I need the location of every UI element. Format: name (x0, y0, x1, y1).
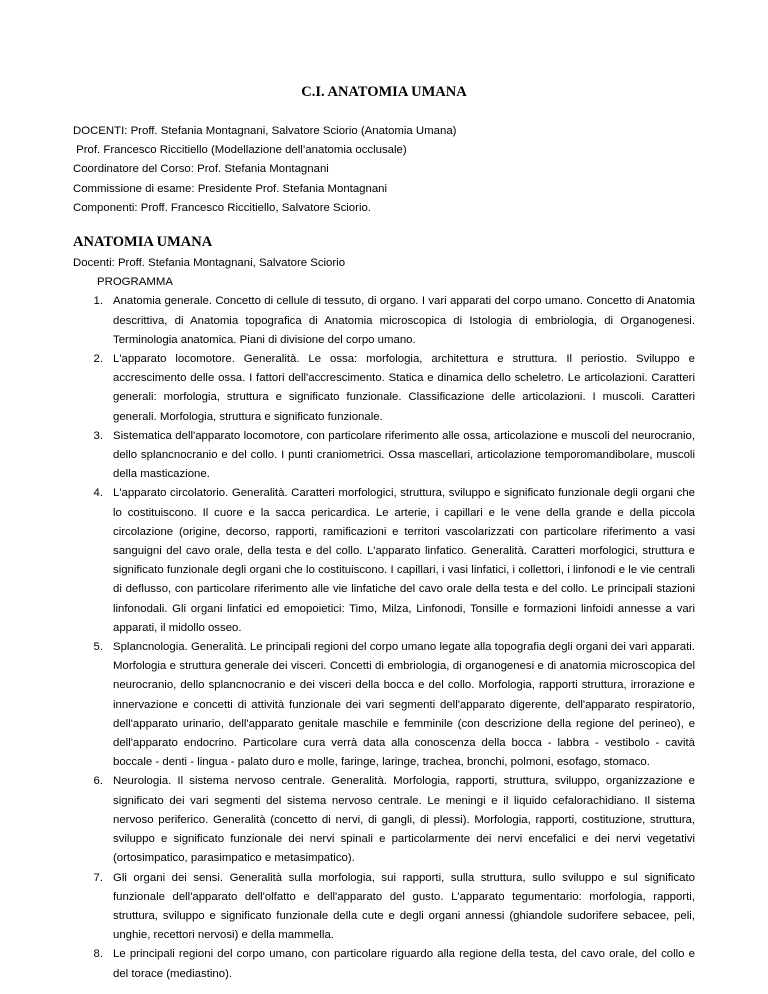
section-body (73, 254, 695, 984)
item-text: Sistematica dell'apparato locomotore, con particolare riferimento alle ossa, articolazione e muscoli del neurocranio, dello splancnocranio e del collo. I punti craniometrici. Ossa mascellari, articolazione temporomandibolare, muscoli della masticazione. (113, 429, 695, 481)
section-docenti: Docenti: Proff. Stefania Montagnani, Salvatore Sciorio (73, 257, 346, 269)
info-line-riccitiello: Prof. Francesco Riccitiello (Modellazione dell’anatomia occlusale) (73, 144, 407, 157)
course-info (73, 122, 713, 218)
item-text: Anatomia generale. Concetto di cellule di tessuto, di organo. I vari apparati del corpo umano. Concetto di Anatomia descrittiva, di Anatomia topografica di Anatomia microscopica di Istologia di embriologia, di Organogenesi. Terminologia anatomica. Piani di divisione del corpo umano. (113, 295, 695, 346)
program-list (73, 292, 695, 983)
item-number: 7. (93, 871, 103, 884)
program-item (93, 350, 695, 427)
program-item (93, 772, 695, 868)
program-item (93, 292, 695, 350)
program-item (93, 638, 695, 772)
section-title: ANATOMIA UMANA (73, 234, 213, 250)
item-text: Le principali regioni del corpo umano, con particolare riguardo alla regione della testa, del cavo orale, del collo e del torace (mediastino). (113, 948, 695, 980)
item-number: 1. (93, 295, 103, 308)
item-text: Splancnologia. Generalità. Le principali regioni del corpo umano legate alla topografia degli organi dei vari apparati. Morfologia e struttura generale dei visceri. Concetti di embriologia, di organogenesi e di anatomia microscopica del neurocranio, dello splancnocranio e dei visceri della bocca e del collo. Morfologia, rapporti struttura, irrorazione e innervazione e concetti di attività funzionale dei vari segmenti dell'apparato digerente, dell'apparato respiratorio, dell'apparato urinario, dell'apparato genitale maschile e femminile (con descrizione della regione del perineo), e dell'apparato endocrino. Particolare cura verrà data alla conoscenza della bocca - labbra - vestibolo - cavità boccale - denti - lingua - palato duro e molle, faringe, laringe, trachea, bronchi, polmoni, esofago, stomaco. (113, 641, 695, 769)
item-number: 5. (93, 641, 103, 654)
item-text: Gli organi dei sensi. Generalità sulla morfologia, sui rapporti, sulla struttura, sullo sviluppo e sul significato funzionale dell'apparato dell'olfatto e dell'apparato del gusto. L'apparato tegumentario: morfologia, rapporti, struttura, sviluppo e significato funzionale della cute e degli organi annessi (ghiandole sudorifere sebacee, peli, unghie, recettori nervosi) e della mammella. (113, 871, 695, 942)
document-title: C.I. ANATOMIA UMANA (301, 84, 467, 100)
item-text: L'apparato locomotore. Generalità. Le ossa: morfologia, architettura e struttura. Il periostio. Sviluppo e accrescimento delle ossa. I fattori dell'accrescimento. Statica e dinamica dello scheletro. Le articolazioni. Caratteri generali: morfologia, struttura e significato funzionale. Classificazione delle articolazioni. I muscoli. Caratteri generali. Morfologia, struttura e significato funzionale. (113, 353, 695, 423)
program-block (73, 273, 695, 292)
info-line-coordinatore: Coordinatore del Corso: Prof. Stefania Montagnani (73, 163, 329, 176)
program-item (93, 945, 695, 983)
program-item (93, 427, 695, 485)
info-line-commissione: Commissione di esame: Presidente Prof. Stefania Montagnani (73, 182, 388, 195)
item-number: 4. (93, 487, 103, 500)
info-line-componenti: Componenti: Proff. Francesco Riccitiello, Salvatore Sciorio. (73, 201, 371, 214)
program-item (93, 869, 695, 946)
item-number: 3. (93, 429, 103, 442)
item-number: 2. (93, 353, 103, 366)
item-text: Neurologia. Il sistema nervoso centrale. Generalità. Morfologia, rapporti, struttura, sviluppo, organizzazione e significato dei vari segmenti del sistema nervoso centrale. Le meningi e il liquido cefalorachidiano. Il sistema nervoso periferico. Generalità (concetto di nervi, di gangli, di plessi). Morfologia, rapporti, costituzione, struttura, sviluppo e significato funzionale dei nervi spinali e particolarmente dei nervi encefalici e dei nervi vegetativi (ortosimpatico, parasimpatico e metasimpatico). (113, 775, 695, 865)
item-text: L'apparato circolatorio. Generalità. Caratteri morfologici, struttura, sviluppo e significato funzionale degli organi che lo costituiscono. Il cuore e la sacca pericardica. Le arterie, i capillari e le vene della grande e della piccola circolazione (origine, decorso, rapporti, ramificazioni e territori vascolarizzati con particolare riferimento a vasi sanguigni del cavo orale, della testa e del collo. L'apparato linfatico. Generalità. Caratteri morfologici, struttura e significato funzionale degli organi che lo costituiscono. I capillari, i vasi linfatici, i collettori, i linfonodi e le vie centrali di deflusso, con particolare riferimento alle vie linfatiche del cavo orale della testa e del collo. Le principali stazioni linfonodali. Gli organi linfatici ed emopoietici: Timo, Milza, Linfonodi, Tonsille e formazioni linfoidi annesse a vari apparati, il midollo osseo. (113, 487, 695, 634)
info-line-docenti: DOCENTI: Proff. Stefania Montagnani, Salvatore Sciorio (Anatomia Umana) (73, 125, 457, 137)
program-item (93, 484, 695, 638)
program-label: PROGRAMMA (97, 276, 173, 289)
item-number: 6. (93, 775, 103, 788)
item-number: 8. (93, 948, 103, 961)
